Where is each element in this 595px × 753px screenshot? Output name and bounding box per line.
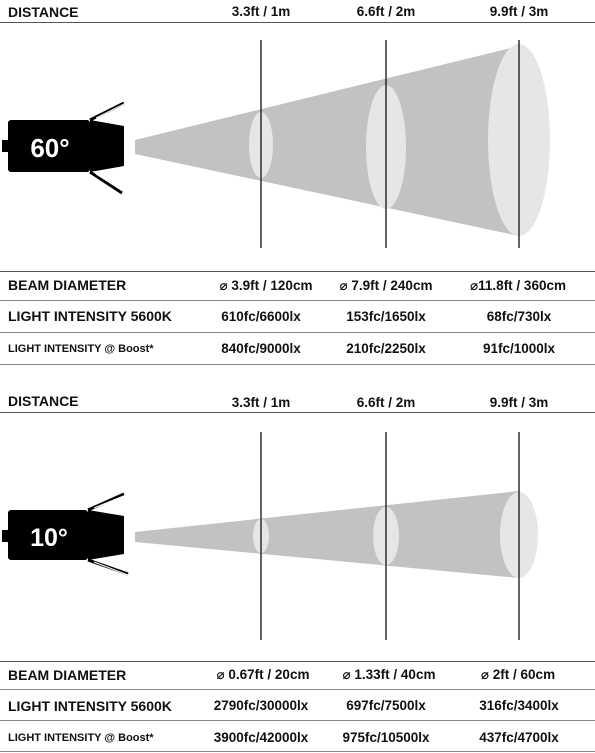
distance-2: 6.6ft / 2m — [356, 395, 416, 410]
beam-rule — [0, 271, 595, 272]
boost-label: LIGHT INTENSITY @ Boost* — [8, 343, 154, 355]
distance-1: 3.3ft / 1m — [231, 4, 291, 19]
bottom-rule — [0, 751, 595, 752]
boost-2: 975fc/10500lx — [342, 730, 430, 745]
intensity-1: 610fc/6600lx — [221, 309, 301, 324]
header-rule — [0, 22, 595, 23]
beam-angle-label: 60° — [30, 133, 70, 163]
beam-cone — [135, 491, 519, 578]
boost-3: 91fc/1000lx — [482, 341, 556, 356]
beam-angle-label: 10° — [30, 524, 68, 552]
distance-label: DISTANCE — [8, 393, 79, 409]
intensity-2: 153fc/1650lx — [346, 309, 426, 324]
distance-3: 9.9ft / 3m — [489, 4, 549, 19]
bottom-rule — [0, 364, 595, 365]
beam-section-10 — [0, 390, 595, 753]
distance-3: 9.9ft / 3m — [489, 395, 549, 410]
beam-diameter-2: ⌀ 7.9ft / 240cm — [339, 278, 433, 293]
beam-diameter-3: ⌀ 2ft / 60cm — [480, 667, 556, 682]
header-rule — [0, 412, 595, 413]
beam-diameter-label: BEAM DIAMETER — [8, 277, 127, 293]
beam-cone — [135, 46, 519, 236]
beam-diameter-label: BEAM DIAMETER — [8, 667, 127, 683]
distance-1: 3.3ft / 1m — [231, 395, 291, 410]
boost-1: 3900fc/42000lx — [213, 730, 309, 745]
boost-label: LIGHT INTENSITY @ Boost* — [8, 732, 154, 744]
intensity-3: 68fc/730lx — [486, 309, 552, 324]
beam-diameter-1: ⌀ 0.67ft / 20cm — [216, 667, 310, 682]
boost-1: 840fc/9000lx — [221, 341, 301, 356]
beam-diameter-3: ⌀11.8ft / 360cm — [470, 278, 566, 293]
boost-rule — [0, 332, 595, 333]
beam-diagram-60 — [0, 36, 595, 256]
intensity-2: 697fc/7500lx — [346, 698, 426, 713]
intensity-rule — [0, 689, 595, 690]
intensity-label: LIGHT INTENSITY 5600K — [8, 308, 172, 324]
intensity-3: 316fc/3400lx — [479, 698, 559, 713]
intensity-rule — [0, 300, 595, 301]
intensity-1: 2790fc/30000lx — [213, 698, 309, 713]
light-fixture-icon — [2, 102, 128, 193]
beam-diameter-1: ⌀ 3.9ft / 120cm — [219, 278, 313, 293]
boost-3: 437fc/4700lx — [479, 730, 559, 745]
distance-label: DISTANCE — [8, 4, 79, 20]
intensity-label: LIGHT INTENSITY 5600K — [8, 698, 172, 714]
beam-diagram-10 — [0, 428, 595, 648]
beam-diameter-2: ⌀ 1.33ft / 40cm — [342, 667, 436, 682]
light-fixture-icon — [2, 494, 128, 575]
boost-2: 210fc/2250lx — [346, 341, 426, 356]
beam-rule — [0, 661, 595, 662]
boost-rule — [0, 720, 595, 721]
beam-section-60 — [0, 0, 595, 375]
distance-2: 6.6ft / 2m — [356, 4, 416, 19]
